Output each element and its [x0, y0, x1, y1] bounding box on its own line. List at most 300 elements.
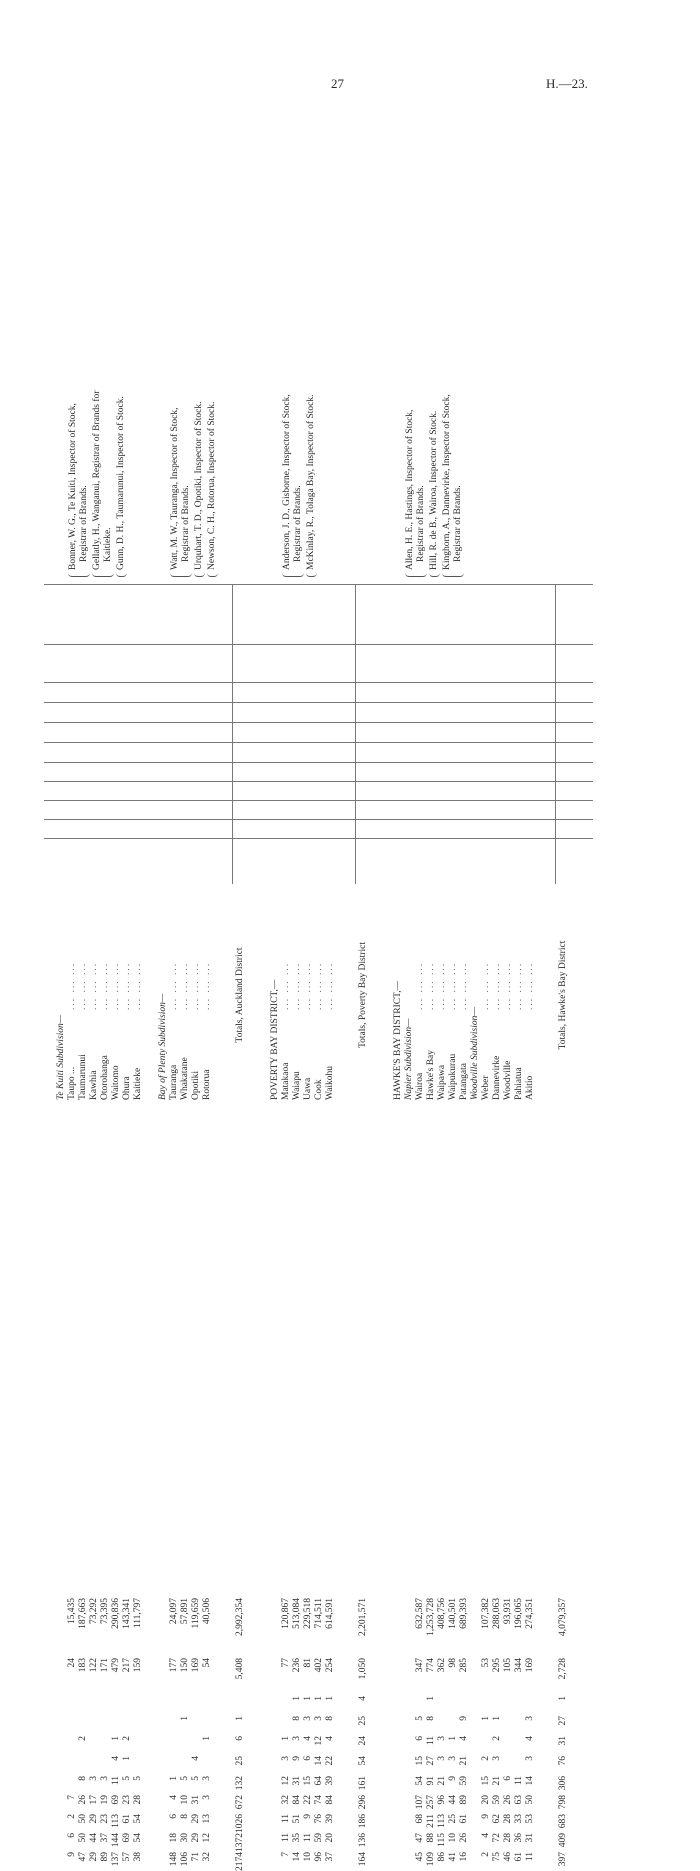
- row-label: Rotorua: [202, 1069, 212, 1100]
- table-cell: 2: [492, 1736, 502, 1741]
- inspector-line: Urquhart, T. D., Opotiki, Inspector of Stock.: [194, 401, 204, 570]
- inspector-entry: [429, 411, 440, 570]
- table-cell: 18: [169, 1833, 179, 1843]
- inspector-entry: [170, 407, 192, 570]
- table-cell: 7: [281, 1852, 291, 1857]
- table-cell: 4: [481, 1833, 491, 1838]
- table-cell: 47: [78, 1852, 88, 1862]
- table-cell: 38: [133, 1852, 143, 1862]
- table-cell: 6: [503, 1776, 513, 1781]
- table-cell: 2,201,571: [358, 1598, 368, 1636]
- table-cell: 59: [492, 1795, 502, 1805]
- row-label: Taupo ...: [67, 1066, 77, 1100]
- table-cell: 107: [415, 1795, 425, 1810]
- table-cell: 16: [459, 1852, 469, 1862]
- column-rule: [44, 800, 593, 801]
- row-label: Waipawa: [437, 1064, 447, 1100]
- table-cell: 169: [525, 1658, 535, 1673]
- table-cell: 4,079,357: [558, 1598, 568, 1636]
- table-cell: 1026: [235, 1814, 245, 1833]
- table-cell: 74: [314, 1795, 324, 1805]
- table-cell: 9: [67, 1852, 77, 1857]
- table-cell: 2: [481, 1852, 491, 1857]
- table-cell: 229,518: [303, 1598, 313, 1629]
- column-rule: [44, 742, 593, 743]
- table-cell: 513,084: [292, 1598, 302, 1629]
- column-rule: [44, 644, 593, 645]
- table-cell: 25: [448, 1814, 458, 1824]
- leader-dots: ... ... ...: [281, 961, 291, 1010]
- table-cell: 111,797: [133, 1598, 143, 1629]
- table-cell: 2: [67, 1814, 77, 1819]
- table-cell: 187,663: [78, 1598, 88, 1629]
- table-cell: 51: [292, 1814, 302, 1824]
- table-cell: 93,931: [503, 1598, 513, 1625]
- leader-dots: ... ... ...: [303, 961, 313, 1010]
- table-cell: 109: [426, 1852, 436, 1867]
- table-cell: 362: [437, 1658, 447, 1673]
- brace: [68, 572, 90, 577]
- table-cell: 672: [235, 1795, 245, 1810]
- table-cell: 4: [325, 1736, 335, 1741]
- table-cell: 63: [514, 1795, 524, 1805]
- table-cell: 479: [111, 1658, 121, 1673]
- table-cell: 119,659: [191, 1598, 201, 1629]
- table-cell: 159: [133, 1658, 143, 1673]
- table-cell: 5,408: [235, 1658, 245, 1680]
- leader-dots: ... ... ...: [426, 961, 436, 1010]
- brace: [194, 572, 205, 577]
- table-cell: 1: [202, 1736, 212, 1741]
- table-cell: 84: [292, 1795, 302, 1805]
- inspector-line: Bonner, W. G., Te Kuiti, Inspector of Stock,: [68, 403, 78, 570]
- row-label: Totals, Poverty Bay District: [358, 942, 368, 1048]
- table-cell: 1: [122, 1756, 132, 1761]
- table-cell: 72: [492, 1833, 502, 1843]
- table-cell: 11: [426, 1736, 436, 1746]
- table-cell: 236: [292, 1658, 302, 1673]
- table-cell: 3: [525, 1756, 535, 1761]
- row-label: Waipukurau: [448, 1053, 458, 1100]
- table-cell: 54: [133, 1833, 143, 1843]
- table-cell: 140,501: [448, 1598, 458, 1629]
- table-cell: 69: [111, 1795, 121, 1805]
- table-cell: 44: [89, 1833, 99, 1843]
- table-cell: 12: [202, 1833, 212, 1843]
- inspector-line: Gunn, D. H., Taumarunui, Inspector of Stock.: [116, 396, 126, 570]
- table-cell: 614,591: [325, 1598, 335, 1629]
- table-cell: 1: [426, 1696, 436, 1701]
- table-cell: 24,097: [169, 1598, 179, 1625]
- table-cell: 1: [481, 1716, 491, 1721]
- table-cell: 15: [481, 1776, 491, 1786]
- table-cell: 39: [325, 1814, 335, 1824]
- table-cell: 22: [303, 1795, 313, 1805]
- table-cell: 15: [415, 1756, 425, 1766]
- inspector-line: Hill, R. de B., Wairoa, Inspector of Stock.: [429, 410, 439, 570]
- table-cell: 4: [358, 1696, 368, 1701]
- table-cell: 53: [481, 1658, 491, 1668]
- table-cell: 73,395: [100, 1598, 110, 1625]
- row-label: Te Kuiti Subdivision—: [56, 1014, 66, 1100]
- table-cell: 1: [111, 1736, 121, 1741]
- inspector-line: Watt, M. W., Tauranga, Inspector of Stock,: [170, 407, 180, 570]
- column-rule: [44, 702, 593, 703]
- inspector-entry: [194, 401, 205, 570]
- table-cell: 1: [169, 1776, 179, 1781]
- table-cell: 96: [437, 1795, 447, 1805]
- leader-dots: ... ... ...: [503, 961, 513, 1010]
- table-cell: 9: [481, 1814, 491, 1819]
- row-label: Bay of Plenty Subdivision—: [158, 993, 168, 1100]
- table-cell: 14: [314, 1756, 324, 1766]
- row-label: Wairoa: [415, 1072, 425, 1100]
- table-cell: 4: [169, 1795, 179, 1800]
- inspector-line: Allen, H. E., Hastings, Inspector of Stock,: [405, 409, 415, 570]
- table-cell: 28: [503, 1814, 513, 1824]
- table-cell: 683: [558, 1814, 568, 1829]
- leader-dots: ... ... ...: [67, 961, 77, 1010]
- table-cell: 27: [558, 1716, 568, 1726]
- table-cell: 2: [122, 1736, 132, 1741]
- table-cell: 1,050: [358, 1658, 368, 1680]
- table-cell: 96: [314, 1852, 324, 1862]
- table-cell: 30: [180, 1833, 190, 1843]
- table-cell: 81: [303, 1658, 313, 1668]
- table-cell: 73,292: [89, 1598, 99, 1625]
- table-cell: 4: [191, 1756, 201, 1761]
- brace: [442, 572, 464, 577]
- table-cell: 39: [325, 1776, 335, 1786]
- row-label: Totals, Hawke's Bay District: [558, 940, 568, 1050]
- table-cell: 31: [525, 1833, 535, 1843]
- table-cell: 12: [281, 1776, 291, 1786]
- table-cell: 290,836: [111, 1598, 121, 1629]
- leader-dots: ... ... ...: [111, 961, 121, 1010]
- page-number: 27: [331, 76, 344, 91]
- table-cell: 122: [89, 1658, 99, 1673]
- table-cell: 4: [111, 1756, 121, 1761]
- table-cell: 33: [514, 1814, 524, 1824]
- table-cell: 714,511: [314, 1598, 324, 1629]
- table-cell: 21: [437, 1776, 447, 1786]
- total-rule: [232, 584, 233, 884]
- row-label: Weber: [481, 1075, 491, 1100]
- table-cell: 54: [358, 1756, 368, 1766]
- table-cell: 14: [292, 1852, 302, 1862]
- row-label: Kawhia: [89, 1070, 99, 1100]
- table-cell: 27: [426, 1756, 436, 1766]
- table-cell: 50: [525, 1795, 535, 1805]
- row-label: POVERTY BAY DISTRICT,—: [270, 979, 280, 1100]
- table-cell: 1: [314, 1696, 324, 1701]
- table-cell: 57: [122, 1852, 132, 1862]
- table-cell: 12: [314, 1736, 324, 1746]
- inspector-line: Registrar of Brands.: [180, 485, 191, 562]
- table-cell: 11: [525, 1852, 535, 1862]
- table-cell: 24: [358, 1736, 368, 1746]
- leader-dots: ... ... ...: [100, 961, 110, 1010]
- table-cell: 71: [191, 1852, 201, 1862]
- table-cell: 689,393: [459, 1598, 469, 1629]
- table-cell: 295: [492, 1658, 502, 1673]
- table-cell: 15,435: [67, 1598, 77, 1625]
- leader-dots: ... ... ...: [191, 961, 201, 1010]
- row-label: Napier Subdivision—: [404, 1018, 414, 1100]
- table-cell: 57,891: [180, 1598, 190, 1625]
- leader-dots: ... ... ...: [133, 961, 143, 1010]
- table-cell: 41: [448, 1852, 458, 1862]
- table-cell: 5: [122, 1776, 132, 1781]
- row-label: Taumarunui: [78, 1054, 88, 1100]
- table-cell: 120,867: [281, 1598, 291, 1629]
- table-cell: 98: [448, 1658, 458, 1668]
- table-cell: 69: [122, 1833, 132, 1843]
- table-cell: 347: [415, 1658, 425, 1673]
- table-cell: 23: [122, 1795, 132, 1805]
- table-cell: 28: [133, 1795, 143, 1805]
- row-label: Opotiki: [191, 1070, 201, 1100]
- table-cell: 29: [191, 1833, 201, 1843]
- table-cell: 136: [358, 1833, 368, 1848]
- total-rule: [355, 584, 356, 884]
- leader-dots: ... ... ...: [180, 961, 190, 1010]
- table-cell: 106: [180, 1852, 190, 1867]
- table-cell: 113: [437, 1814, 447, 1828]
- table-cell: 10: [303, 1852, 313, 1862]
- table-cell: 3: [492, 1756, 502, 1761]
- table-cell: 115: [437, 1833, 447, 1847]
- row-label: Pahiatua: [514, 1067, 524, 1100]
- column-rule: [44, 584, 593, 585]
- table-cell: 40,506: [202, 1598, 212, 1625]
- table-cell: 132: [235, 1776, 245, 1791]
- table-cell: 161: [358, 1776, 368, 1791]
- table-cell: 68: [415, 1814, 425, 1824]
- table-cell: 4: [303, 1736, 313, 1741]
- column-rule: [44, 838, 593, 839]
- table-cell: 105: [503, 1658, 513, 1673]
- table-cell: 47: [415, 1833, 425, 1843]
- table-cell: 11: [303, 1833, 313, 1843]
- table-cell: 86: [437, 1852, 447, 1862]
- inspector-entry: [282, 394, 304, 570]
- inspector-line: McKinlay, R., Tolaga Bay, Inspector of Stock.: [306, 394, 316, 570]
- table-cell: 177: [169, 1658, 179, 1673]
- brace: [92, 572, 114, 577]
- table-cell: 164: [358, 1852, 368, 1867]
- table-cell: 288,063: [492, 1598, 502, 1629]
- table-cell: 9: [459, 1716, 469, 1721]
- inspector-entry: [68, 403, 90, 570]
- leader-dots: ... ... ...: [492, 961, 502, 1010]
- table-cell: 50: [78, 1833, 88, 1843]
- table-cell: 54: [133, 1814, 143, 1824]
- table-cell: 3: [437, 1756, 447, 1761]
- table-cell: 19: [100, 1795, 110, 1805]
- parliamentary-paper-reference: H.—23.: [546, 76, 588, 91]
- table-cell: 14: [525, 1776, 535, 1786]
- table-cell: 32: [281, 1795, 291, 1805]
- table-cell: 296: [358, 1795, 368, 1810]
- table-cell: 8: [325, 1716, 335, 1721]
- table-cell: 2174: [235, 1852, 245, 1871]
- brace: [207, 572, 218, 577]
- table-cell: 169: [191, 1658, 201, 1673]
- table-cell: 3: [202, 1776, 212, 1781]
- table-cell: 4: [459, 1736, 469, 1741]
- table-cell: 144: [111, 1833, 121, 1848]
- table-cell: 774: [426, 1658, 436, 1673]
- table-cell: 798: [558, 1795, 568, 1810]
- table-cell: 143,341: [122, 1598, 132, 1629]
- table-cell: 61: [459, 1814, 469, 1824]
- table-cell: 28: [503, 1833, 513, 1843]
- table-cell: 13: [202, 1814, 212, 1824]
- table-cell: 402: [314, 1658, 324, 1673]
- row-label: Otorohanga: [100, 1055, 110, 1100]
- table-cell: 8: [292, 1716, 302, 1721]
- leader-dots: ... ... ...: [325, 961, 335, 1010]
- row-label: Matakaoa: [281, 1062, 291, 1100]
- table-cell: 397: [558, 1852, 568, 1867]
- table-cell: 1: [492, 1716, 502, 1721]
- leader-dots: ... ... ...: [292, 961, 302, 1010]
- table-cell: 53: [525, 1814, 535, 1824]
- inspector-line: Anderson, J. D., Gisborne, Inspector of Stock,: [282, 394, 292, 570]
- leader-dots: ... ... ...: [169, 961, 179, 1010]
- row-label: Woodville Subdivision—: [470, 1007, 480, 1100]
- table-cell: 285: [459, 1658, 469, 1673]
- table-cell: 3: [303, 1716, 313, 1721]
- brace: [282, 572, 304, 577]
- inspector-line: Kaitieke.: [102, 527, 113, 562]
- table-cell: 632,587: [415, 1598, 425, 1629]
- brace: [405, 572, 427, 577]
- table-cell: 11: [111, 1776, 121, 1786]
- table-cell: 76: [558, 1756, 568, 1766]
- inspector-entry: [405, 410, 427, 570]
- table-cell: 21: [492, 1776, 502, 1786]
- table-cell: 5: [415, 1716, 425, 1721]
- table-cell: 1: [281, 1736, 291, 1741]
- inspector-line: Registrar of Brands.: [415, 485, 426, 562]
- table-cell: 1372: [235, 1833, 245, 1852]
- table-cell: 5: [180, 1776, 190, 1781]
- inspector-line: Registrar of Brands.: [292, 485, 303, 562]
- row-label: Totals, Auckland District: [235, 947, 245, 1043]
- table-cell: 7: [67, 1795, 77, 1800]
- table-cell: 77: [281, 1658, 291, 1668]
- table-cell: 306: [558, 1776, 568, 1791]
- table-cell: 4: [525, 1736, 535, 1741]
- table-cell: 5: [133, 1776, 143, 1781]
- table-cell: 211: [426, 1814, 436, 1828]
- table-cell: 64: [314, 1776, 324, 1786]
- table-cell: 26: [78, 1795, 88, 1805]
- row-label: Waikohu: [325, 1065, 335, 1100]
- leader-dots: ... ... ...: [314, 961, 324, 1010]
- inspector-entry: [207, 402, 218, 570]
- table-cell: 171: [100, 1658, 110, 1673]
- table-cell: 29: [89, 1814, 99, 1824]
- table-cell: 26: [459, 1833, 469, 1843]
- table-cell: 36: [514, 1833, 524, 1843]
- table-cell: 274,351: [525, 1598, 535, 1629]
- table-cell: 21: [459, 1756, 469, 1766]
- row-label: Woodville: [503, 1060, 513, 1100]
- table-cell: 54: [202, 1658, 212, 1668]
- table-cell: 6: [67, 1833, 77, 1838]
- table-cell: 3: [89, 1776, 99, 1781]
- leader-dots: ... ... ...: [415, 961, 425, 1010]
- table-cell: 3: [100, 1776, 110, 1781]
- row-label: Uawa: [303, 1077, 313, 1100]
- table-cell: 25: [358, 1716, 368, 1726]
- table-cell: 150: [180, 1658, 190, 1673]
- table-cell: 257: [426, 1795, 436, 1810]
- leader-dots: ... ... ...: [202, 961, 212, 1010]
- inspector-entry: [116, 396, 127, 570]
- row-label: Waitomo: [111, 1065, 121, 1100]
- table-cell: 22: [325, 1756, 335, 1766]
- total-rule: [555, 584, 556, 884]
- leader-dots: ... ... ...: [89, 961, 99, 1010]
- table-cell: 9: [292, 1756, 302, 1761]
- column-rule: [44, 722, 593, 723]
- table-cell: 8: [180, 1814, 190, 1819]
- inspector-entry: [442, 394, 464, 570]
- table-cell: 217: [122, 1658, 132, 1673]
- table-cell: 50: [78, 1814, 88, 1824]
- table-cell: 1: [180, 1716, 190, 1721]
- table-cell: 2,728: [558, 1658, 568, 1680]
- table-cell: 88: [426, 1833, 436, 1843]
- inspector-line: Gellatly, H., Wanganui, Registrar of Brands for: [92, 390, 102, 570]
- table-cell: 107,382: [481, 1598, 491, 1629]
- table-cell: 61: [514, 1852, 524, 1862]
- row-label: Whakatane: [180, 1057, 190, 1100]
- brace: [429, 572, 440, 577]
- table-cell: 84: [325, 1795, 335, 1805]
- table-cell: 59: [314, 1833, 324, 1843]
- rotated-stock-table: [44, 90, 664, 1871]
- brace: [306, 572, 317, 577]
- table-cell: 35: [292, 1833, 302, 1843]
- table-cell: 76: [314, 1814, 324, 1824]
- table-cell: 6: [169, 1814, 179, 1819]
- table-cell: 45: [415, 1852, 425, 1862]
- leader-dots: ... ... ...: [78, 961, 88, 1010]
- table-cell: 37: [325, 1852, 335, 1862]
- table-cell: 1: [292, 1696, 302, 1701]
- row-label: Kaitieke: [133, 1067, 143, 1100]
- table-cell: 75: [492, 1852, 502, 1862]
- column-rule: [44, 682, 593, 683]
- inspector-entry: [92, 391, 114, 570]
- table-cell: 20: [481, 1795, 491, 1805]
- table-cell: 11: [281, 1814, 291, 1824]
- row-label: HAWKE'S BAY DISTRICT,—: [393, 980, 403, 1100]
- leader-dots: ... ... ...: [437, 961, 447, 1010]
- column-rule: [44, 781, 593, 782]
- table-cell: 1: [325, 1696, 335, 1701]
- table-cell: 3: [525, 1716, 535, 1721]
- table-cell: 89: [459, 1795, 469, 1805]
- brace: [170, 572, 192, 577]
- table-cell: 8: [78, 1776, 88, 1781]
- table-cell: 9: [303, 1814, 313, 1819]
